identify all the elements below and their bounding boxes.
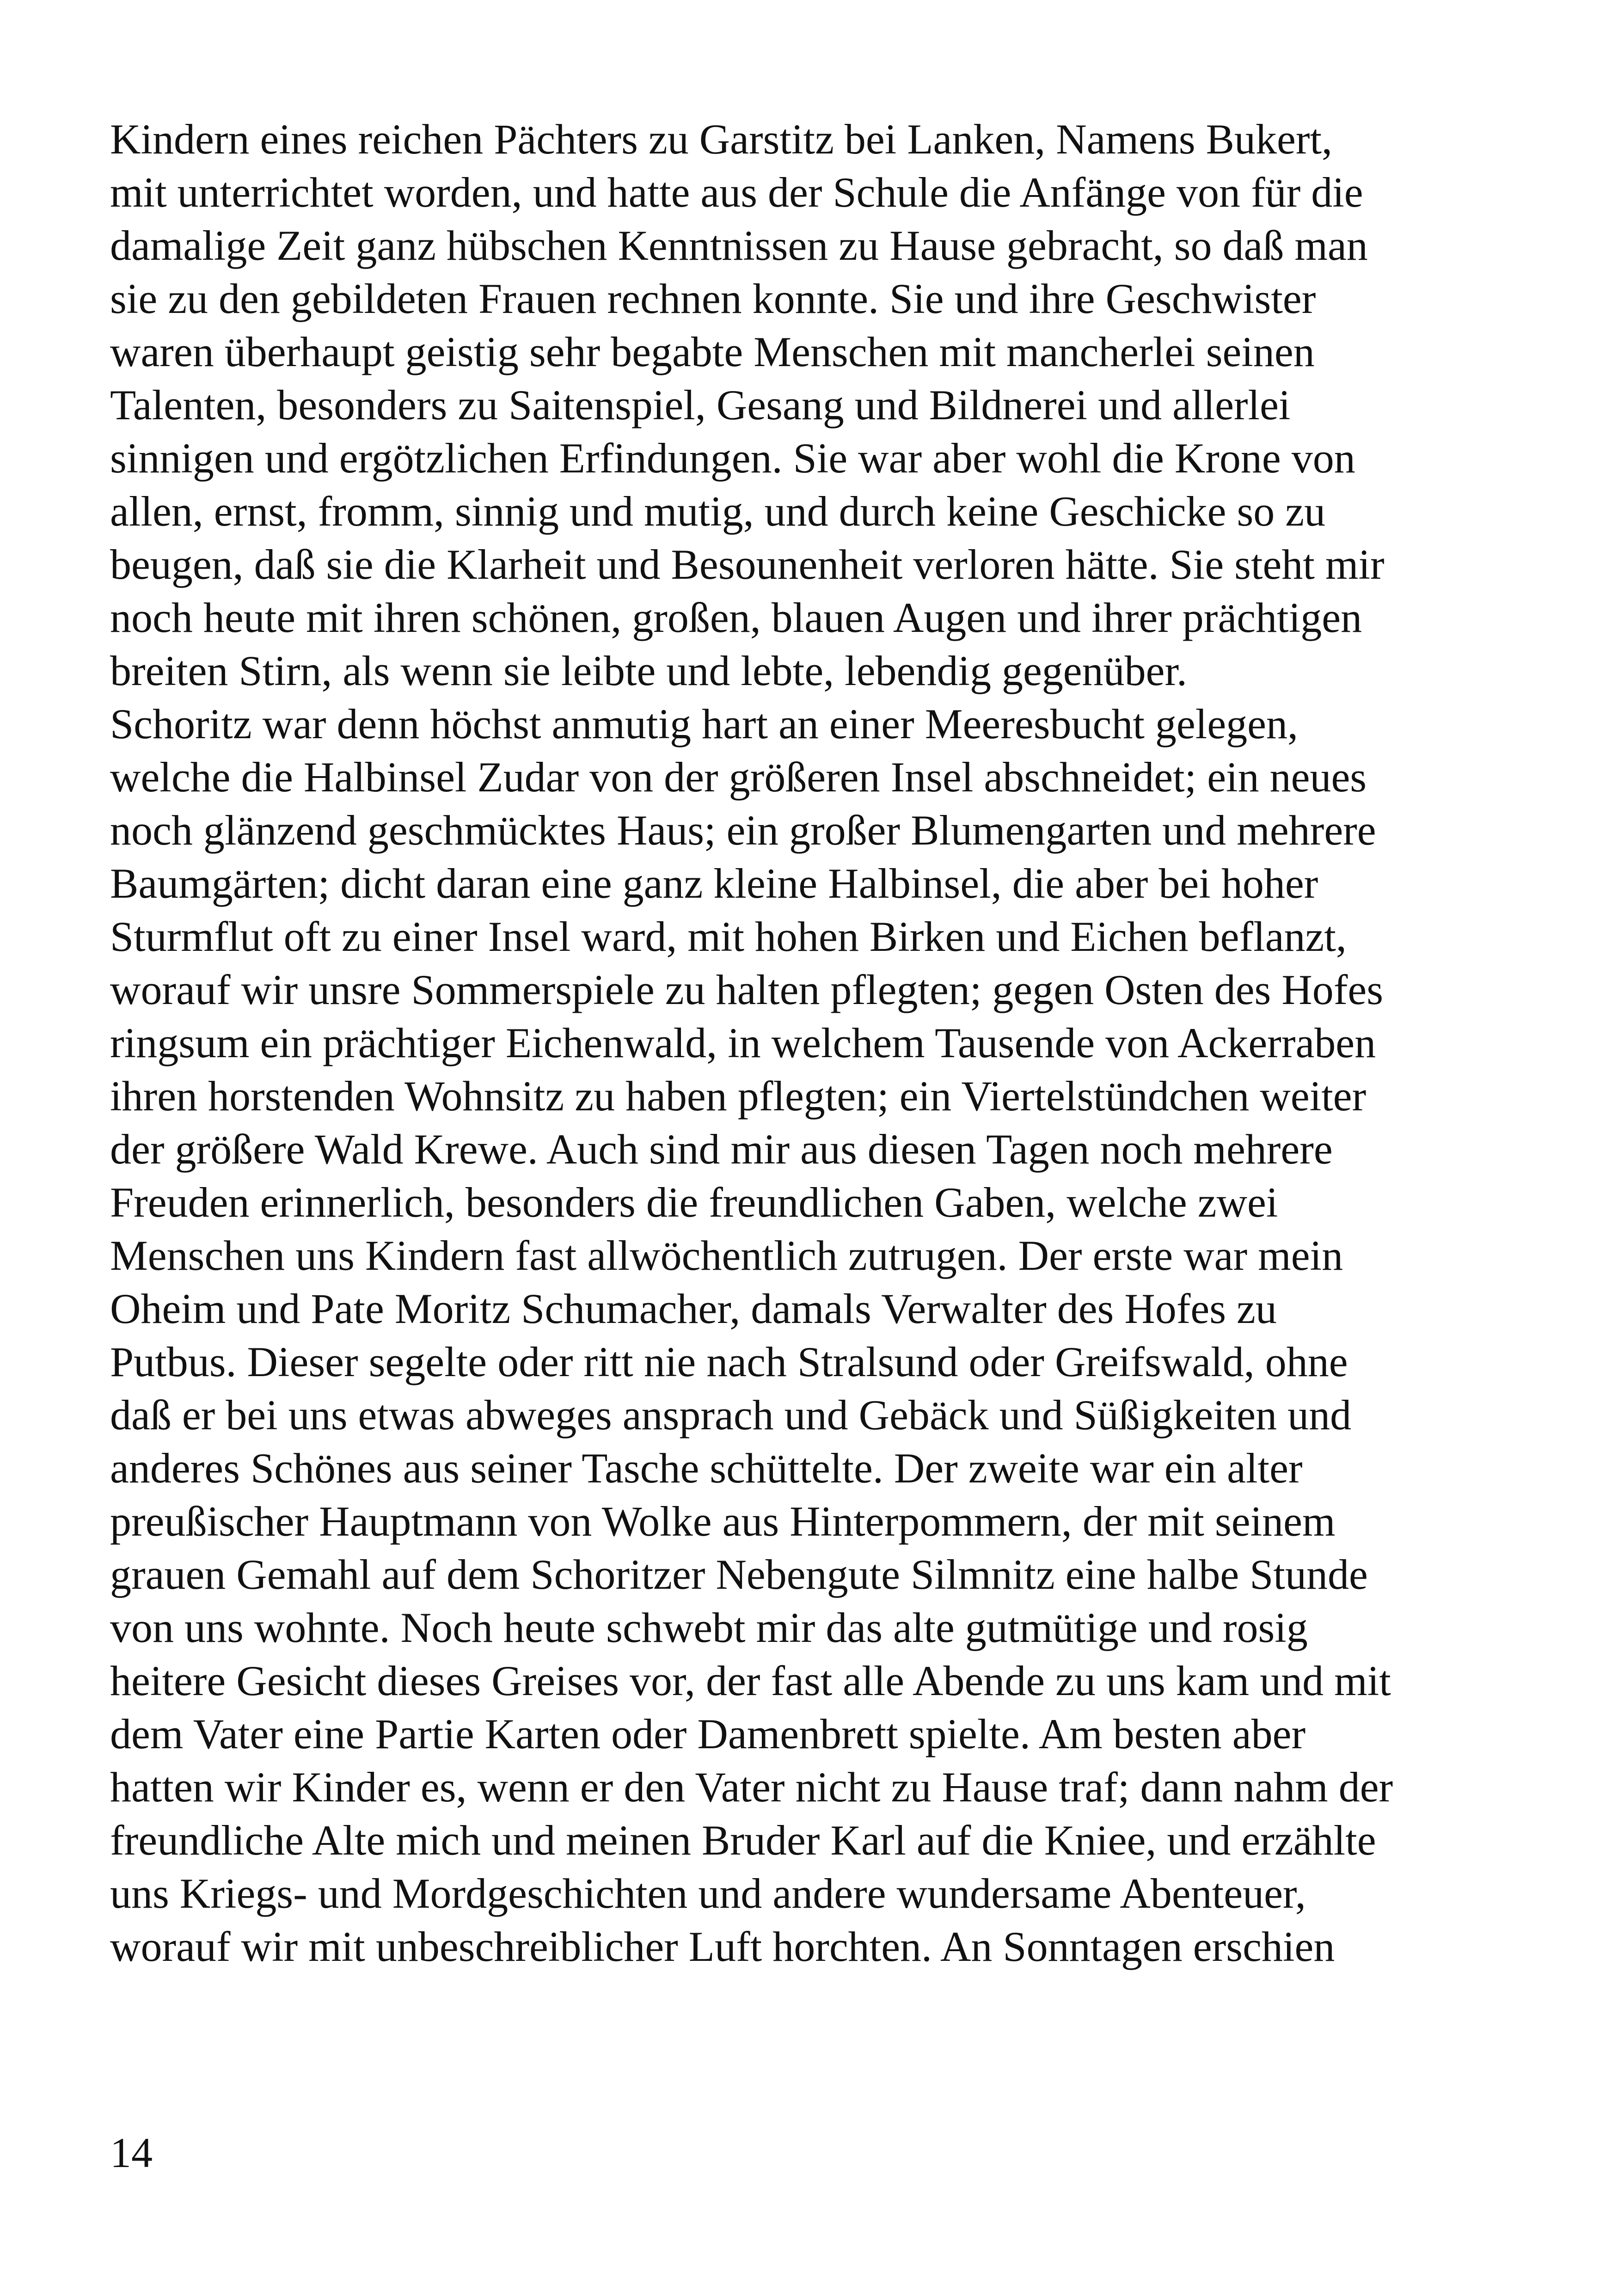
text-line: Oheim und Pate Moritz Schumacher, damals Verwalter des Hofes zu — [110, 1285, 1277, 1332]
text-line: Sturmflut oft zu einer Insel ward, mit hohen Birken und Eichen beflanzt, — [110, 913, 1347, 960]
text-line: noch glänzend geschmücktes Haus; ein großer Blumengarten und mehrere — [110, 807, 1376, 854]
text-line: Menschen uns Kindern fast allwöchentlich zutrugen. Der erste war mein — [110, 1232, 1343, 1279]
text-line: mit unterrichtet worden, und hatte aus der Schule die Anfänge von für die — [110, 169, 1363, 216]
text-line: sie zu den gebildeten Frauen rechnen konnte. Sie und ihre Geschwister — [110, 275, 1316, 322]
text-line: der größere Wald Krewe. Auch sind mir aus diesen Tagen noch mehrere — [110, 1126, 1333, 1173]
text-line: allen, ernst, fromm, sinnig und mutig, und durch keine Geschicke so zu — [110, 488, 1326, 535]
text-line: ringsum ein prächtiger Eichenwald, in welchem Tausende von Ackerraben — [110, 1019, 1376, 1066]
body-text — [110, 113, 1515, 1973]
text-line: welche die Halbinsel Zudar von der größeren Insel abschneidet; ein neues — [110, 753, 1367, 801]
text-line: breiten Stirn, als wenn sie leibte und lebte, lebendig gegenüber. — [110, 647, 1188, 694]
text-line: anderes Schönes aus seiner Tasche schüttelte. Der zweite war ein alter — [110, 1445, 1303, 1492]
text-line: sinnigen und ergötzlichen Erfindungen. Sie war aber wohl die Krone von — [110, 435, 1355, 482]
text-line: Freuden erinnerlich, besonders die freundlichen Gaben, welche zwei — [110, 1179, 1278, 1226]
text-line: freundliche Alte mich und meinen Bruder Karl auf die Kniee, und erzählte — [110, 1817, 1376, 1864]
text-line: worauf wir mit unbeschreiblicher Luft horchten. An Sonntagen erschien — [110, 1923, 1335, 1970]
text-line: heitere Gesicht dieses Greises vor, der fast alle Abende zu uns kam und mit — [110, 1657, 1391, 1704]
text-line: damalige Zeit ganz hübschen Kenntnissen zu Hause gebracht, so daß man — [110, 222, 1368, 269]
text-line: Schoritz war denn höchst anmutig hart an einer Meeresbucht gelegen, — [110, 700, 1298, 747]
text-line: grauen Gemahl auf dem Schoritzer Nebengute Silmnitz eine halbe Stunde — [110, 1551, 1368, 1598]
text-line: daß er bei uns etwas abweges ansprach und Gebäck und Süßigkeiten und — [110, 1391, 1352, 1439]
text-line: beugen, daß sie die Klarheit und Besounenheit verloren hätte. Sie steht mir — [110, 541, 1385, 588]
text-line: hatten wir Kinder es, wenn er den Vater nicht zu Hause traf; dann nahm der — [110, 1763, 1393, 1811]
text-line: waren überhaupt geistig sehr begabte Menschen mit mancherlei seinen — [110, 328, 1315, 375]
text-line: Talenten, besonders zu Saitenspiel, Gesang und Bildnerei und allerlei — [110, 381, 1291, 429]
text-line: Putbus. Dieser segelte oder ritt nie nach Stralsund oder Greifswald, ohne — [110, 1338, 1348, 1385]
text-line: uns Kriegs- und Mordgeschichten und andere wundersame Abenteuer, — [110, 1870, 1306, 1917]
text-line: dem Vater eine Partie Karten oder Damenbrett spielte. Am besten aber — [110, 1710, 1306, 1757]
text-line: von uns wohnte. Noch heute schwebt mir das alte gutmütige und rosig — [110, 1604, 1308, 1651]
page-number: 14 — [110, 2129, 153, 2176]
text-line: preußischer Hauptmann von Wolke aus Hinterpommern, der mit seinem — [110, 1498, 1336, 1545]
text-line: Kindern eines reichen Pächters zu Garstitz bei Lanken, Namens Bukert, — [110, 116, 1333, 163]
text-line: Baumgärten; dicht daran eine ganz kleine Halbinsel, die aber bei hoher — [110, 860, 1318, 907]
text-line: ihren horstenden Wohnsitz zu haben pflegten; ein Viertelstündchen weiter — [110, 1072, 1367, 1120]
text-line: worauf wir unsre Sommerspiele zu halten pflegten; gegen Osten des Hofes — [110, 966, 1384, 1013]
text-line: noch heute mit ihren schönen, großen, blauen Augen und ihrer prächtigen — [110, 594, 1362, 641]
